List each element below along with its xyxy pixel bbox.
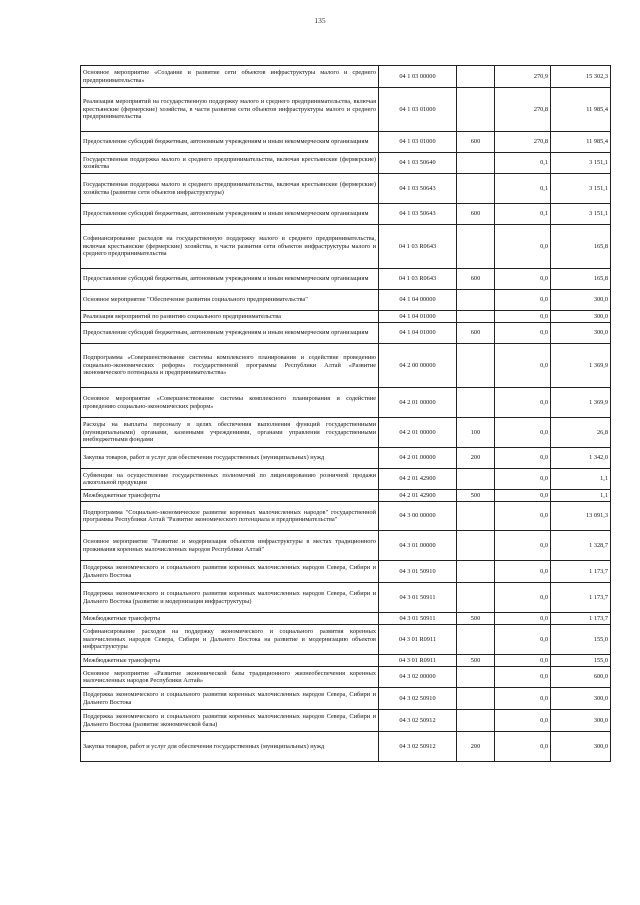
row-expense-type — [457, 174, 495, 204]
row-name: Основное мероприятие "Развитие и модернизация объектов инфраструктуры в местах традиционного проживания коренных малочисленных народов Республики Алтай" — [81, 531, 379, 561]
row-code: 04 2 01 00000 — [379, 448, 457, 469]
row-value-2: 3 151,1 — [551, 174, 611, 204]
row-code: 04 3 01 50911 — [379, 583, 457, 613]
row-value-1: 0,0 — [495, 732, 551, 762]
row-value-1: 0,0 — [495, 531, 551, 561]
row-value-2: 11 985,4 — [551, 132, 611, 153]
row-name: Основное мероприятие "Обеспечение развития социального предпринимательства" — [81, 290, 379, 311]
row-value-2: 165,8 — [551, 225, 611, 269]
row-value-1: 0,0 — [495, 613, 551, 625]
row-value-2: 1 173,7 — [551, 583, 611, 613]
row-name: Предоставление субсидий бюджетным, автономным учреждениям и иным некоммерческим организациям — [81, 132, 379, 153]
row-name: Закупка товаров, работ и услуг для обеспечения государственных (муниципальных) нужд — [81, 732, 379, 762]
row-value-1: 0,0 — [495, 502, 551, 531]
row-name: Субвенции на осуществление государственных полномочий по лицензированию розничной продажи алкогольной продукции — [81, 469, 379, 490]
row-expense-type: 200 — [457, 732, 495, 762]
row-expense-type — [457, 388, 495, 418]
row-code: 04 1 04 01000 — [379, 311, 457, 323]
row-expense-type — [457, 531, 495, 561]
row-expense-type — [457, 667, 495, 688]
row-name: Основное мероприятие «Развитие экономической базы традиционного жизнеобеспечения коренных малочисленных народов Республики Алтай» — [81, 667, 379, 688]
row-name: Поддержка экономического и социального развития коренных малочисленных народов Севера, Сибири и Дальнего Востока (развитие экономической базы) — [81, 710, 379, 732]
table-row — [81, 625, 611, 655]
row-value-1: 0,0 — [495, 311, 551, 323]
table-row — [81, 561, 611, 583]
row-value-2: 15 302,3 — [551, 66, 611, 88]
row-value-1: 0,0 — [495, 344, 551, 388]
row-value-2: 1 369,9 — [551, 344, 611, 388]
row-code: 04 3 01 00000 — [379, 531, 457, 561]
page-number: 135 — [314, 16, 326, 25]
row-value-1: 270,8 — [495, 132, 551, 153]
row-name: Софинансирование расходов на государственную поддержку малого и среднего предпринимательства, включая крестьянские (фермерские) хозяйства, в части развития сети объектов инфраструктуры малого и среднего предпринимательства — [81, 225, 379, 269]
row-expense-type: 500 — [457, 655, 495, 667]
row-expense-type: 200 — [457, 448, 495, 469]
row-value-2: 1 342,0 — [551, 448, 611, 469]
row-name: Закупка товаров, работ и услуг для обеспечения государственных (муниципальных) нужд — [81, 448, 379, 469]
row-value-1: 0,0 — [495, 710, 551, 732]
row-code: 04 2 00 00000 — [379, 344, 457, 388]
table-row — [81, 88, 611, 132]
table-row — [81, 311, 611, 323]
table-row — [81, 204, 611, 225]
table-row — [81, 323, 611, 344]
row-code: 04 3 01 R0911 — [379, 625, 457, 655]
row-code: 04 1 03 50643 — [379, 174, 457, 204]
table-row — [81, 344, 611, 388]
row-value-1: 0,0 — [495, 583, 551, 613]
table-row — [81, 655, 611, 667]
row-code: 04 2 01 42900 — [379, 490, 457, 502]
row-code: 04 1 03 R0643 — [379, 225, 457, 269]
row-expense-type — [457, 153, 495, 174]
row-code: 04 1 03 01000 — [379, 132, 457, 153]
row-name: Подпрограмма «Совершенствование системы комплексного планирования и содействие проведению социально-экономических реформ» государственной программы Республики Алтай «Развитие экономического потенциала и предпринимательства» — [81, 344, 379, 388]
row-value-1: 0,0 — [495, 448, 551, 469]
row-code: 04 3 01 R0911 — [379, 655, 457, 667]
row-name: Подпрограмма "Социально-экономическое развитие коренных малочисленных народов" государственной программы Республики Алтай "Развитие экономического потенциала и предпринимательства" — [81, 502, 379, 531]
row-value-2: 155,0 — [551, 625, 611, 655]
row-name: Поддержка экономического и социального развития коренных малочисленных народов Севера, Сибири и Дальнего Востока — [81, 688, 379, 710]
row-value-2: 26,8 — [551, 418, 611, 448]
table-row — [81, 66, 611, 88]
table-row — [81, 732, 611, 762]
row-expense-type — [457, 344, 495, 388]
table-row — [81, 132, 611, 153]
row-code: 04 3 02 50912 — [379, 710, 457, 732]
row-expense-type — [457, 290, 495, 311]
row-code: 04 2 01 00000 — [379, 418, 457, 448]
row-code: 04 1 03 01000 — [379, 88, 457, 132]
table-row — [81, 448, 611, 469]
row-expense-type — [457, 88, 495, 132]
row-value-2: 1 173,7 — [551, 561, 611, 583]
row-expense-type — [457, 225, 495, 269]
row-value-1: 0,1 — [495, 204, 551, 225]
row-value-2: 600,0 — [551, 667, 611, 688]
row-value-1: 0,1 — [495, 174, 551, 204]
row-value-1: 0,0 — [495, 655, 551, 667]
row-value-1: 0,0 — [495, 625, 551, 655]
table-row — [81, 502, 611, 531]
row-value-1: 0,0 — [495, 388, 551, 418]
row-expense-type: 600 — [457, 204, 495, 225]
row-value-1: 0,0 — [495, 561, 551, 583]
row-code: 04 1 04 01000 — [379, 323, 457, 344]
row-name: Софинансирование расходов на поддержку экономического и социального развития коренных малочисленных народов Севера, Сибири и Дальнего Востока на развитие и модернизацию объектов инфраструктуры — [81, 625, 379, 655]
row-name: Межбюджетные трансферты — [81, 655, 379, 667]
row-code: 04 3 02 50912 — [379, 732, 457, 762]
row-expense-type — [457, 625, 495, 655]
row-value-2: 13 091,3 — [551, 502, 611, 531]
row-expense-type — [457, 66, 495, 88]
row-value-2: 11 985,4 — [551, 88, 611, 132]
row-code: 04 1 03 50640 — [379, 153, 457, 174]
row-value-1: 0,0 — [495, 490, 551, 502]
row-value-1: 0,0 — [495, 269, 551, 290]
row-value-1: 0,0 — [495, 667, 551, 688]
row-expense-type — [457, 469, 495, 490]
row-name: Поддержка экономического и социального развития коренных малочисленных народов Севера, Сибири и Дальнего Востока — [81, 561, 379, 583]
row-value-2: 300,0 — [551, 323, 611, 344]
row-value-2: 1 369,9 — [551, 388, 611, 418]
row-expense-type — [457, 710, 495, 732]
row-expense-type — [457, 311, 495, 323]
row-value-1: 0,0 — [495, 225, 551, 269]
table-row — [81, 153, 611, 174]
row-value-1: 0,1 — [495, 153, 551, 174]
row-name: Реализация мероприятий по развитию социального предпринимательства — [81, 311, 379, 323]
row-code: 04 3 02 50910 — [379, 688, 457, 710]
row-code: 04 1 03 R0643 — [379, 269, 457, 290]
row-expense-type — [457, 688, 495, 710]
row-code: 04 3 00 00000 — [379, 502, 457, 531]
row-value-2: 3 151,1 — [551, 204, 611, 225]
row-value-1: 0,0 — [495, 323, 551, 344]
row-value-2: 1 173,7 — [551, 613, 611, 625]
budget-table — [80, 65, 611, 762]
row-value-2: 1 328,7 — [551, 531, 611, 561]
row-name: Межбюджетные трансферты — [81, 490, 379, 502]
row-value-2: 300,0 — [551, 732, 611, 762]
table-row — [81, 490, 611, 502]
row-code: 04 3 01 50910 — [379, 561, 457, 583]
table-row — [81, 269, 611, 290]
table-row — [81, 174, 611, 204]
row-name: Поддержка экономического и социального развития коренных малочисленных народов Севера, Сибири и Дальнего Востока (развитие и модернизация инфраструктуры) — [81, 583, 379, 613]
table-row — [81, 225, 611, 269]
row-name: Межбюджетные трансферты — [81, 613, 379, 625]
row-expense-type: 100 — [457, 418, 495, 448]
row-expense-type — [457, 583, 495, 613]
row-value-1: 270,8 — [495, 88, 551, 132]
table-row — [81, 667, 611, 688]
row-name: Предоставление субсидий бюджетным, автономным учреждениям и иным некоммерческим организациям — [81, 269, 379, 290]
row-value-1: 0,0 — [495, 469, 551, 490]
row-value-1: 0,0 — [495, 688, 551, 710]
row-expense-type: 600 — [457, 269, 495, 290]
row-name: Государственная поддержка малого и среднего предпринимательства, включая крестьянские (фермерские) хозяйства (развитие сети объектов инфраструктуры) — [81, 174, 379, 204]
row-expense-type: 600 — [457, 132, 495, 153]
row-expense-type — [457, 561, 495, 583]
budget-table-body — [81, 66, 611, 762]
row-value-1: 270,9 — [495, 66, 551, 88]
row-value-2: 165,8 — [551, 269, 611, 290]
table-row — [81, 583, 611, 613]
row-expense-type: 600 — [457, 323, 495, 344]
table-row — [81, 469, 611, 490]
row-code: 04 2 01 42900 — [379, 469, 457, 490]
row-expense-type: 500 — [457, 490, 495, 502]
row-value-2: 155,0 — [551, 655, 611, 667]
row-code: 04 1 04 00000 — [379, 290, 457, 311]
row-name: Расходы на выплаты персоналу в целях обеспечения выполнения функций государственными (муниципальными) органами, казенными учреждениями, органами управления государственными внебюджетными фондами — [81, 418, 379, 448]
row-code: 04 1 03 00000 — [379, 66, 457, 88]
row-code: 04 3 01 50911 — [379, 613, 457, 625]
table-row — [81, 290, 611, 311]
table-row — [81, 418, 611, 448]
row-code: 04 3 02 00000 — [379, 667, 457, 688]
row-value-2: 300,0 — [551, 311, 611, 323]
table-row — [81, 710, 611, 732]
row-value-2: 300,0 — [551, 688, 611, 710]
table-row — [81, 613, 611, 625]
row-value-2: 1,1 — [551, 469, 611, 490]
row-code: 04 1 03 50643 — [379, 204, 457, 225]
row-name: Реализация мероприятий на государственную поддержку малого и среднего предпринимательства, включая крестьянские (фермерские) хозяйства, в части развития сети объектов инфраструктуры малого и среднего предпринимательства — [81, 88, 379, 132]
row-value-1: 0,0 — [495, 418, 551, 448]
row-name: Предоставление субсидий бюджетным, автономным учреждениям и иным некоммерческим организациям — [81, 323, 379, 344]
table-row — [81, 688, 611, 710]
row-name: Основное мероприятие «Совершенствование системы комплексного планирования и содействие проведению социально-экономических реформ» — [81, 388, 379, 418]
row-value-2: 3 151,1 — [551, 153, 611, 174]
row-code: 04 2 01 00000 — [379, 388, 457, 418]
row-name: Предоставление субсидий бюджетным, автономным учреждениям и иным некоммерческим организациям — [81, 204, 379, 225]
row-value-2: 300,0 — [551, 710, 611, 732]
row-value-2: 300,0 — [551, 290, 611, 311]
row-name: Государственная поддержка малого и среднего предпринимательства, включая крестьянские (фермерские) хозяйства — [81, 153, 379, 174]
row-name: Основное мероприятие «Создание и развитие сети объектов инфраструктуры малого и среднего предпринимательства» — [81, 66, 379, 88]
row-value-2: 1,1 — [551, 490, 611, 502]
table-row — [81, 388, 611, 418]
row-value-1: 0,0 — [495, 290, 551, 311]
table-row — [81, 531, 611, 561]
row-expense-type: 500 — [457, 613, 495, 625]
row-expense-type — [457, 502, 495, 531]
